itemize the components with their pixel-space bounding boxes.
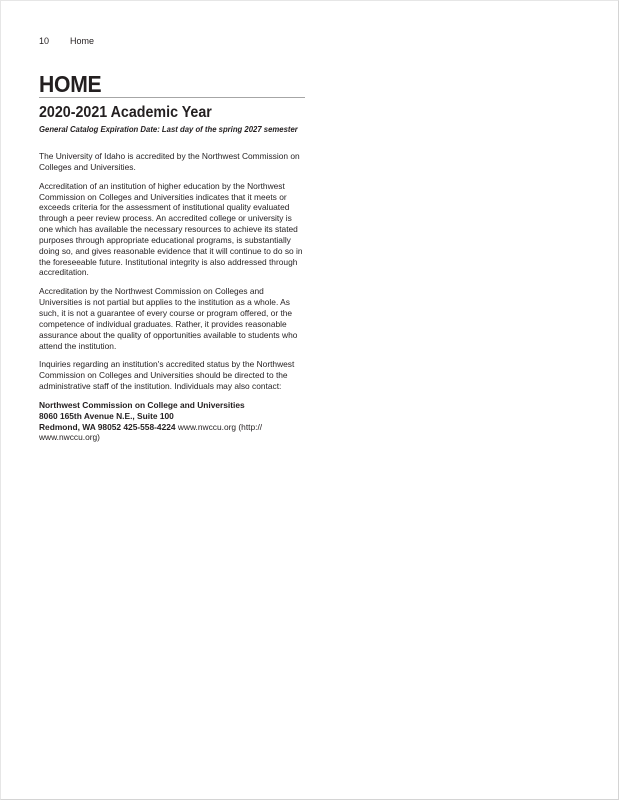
paragraph-accreditation-meaning: Accreditation of an institution of higher education by the Northwest Commission on Colleges and Universities indicates that it meets or exceeds criteria for the assessment of institutional quality evaluated through a peer review process. An accredited college or university is one which has available the necessary resources to achieve its stated purposes through appropriate educational programs, is substantially doing so, and gives reasonable evidence that it will continue to do so in the foreseeable future. Institutional integrity is also addressed through accreditation. xyxy=(39,180,303,278)
website-link[interactable]: www.nwccu.org xyxy=(177,421,237,432)
contact-city-phone: Redmond, WA 98052 425-558-4224 xyxy=(39,421,176,432)
running-head-section: Home xyxy=(70,36,95,46)
contact-address: 8060 165th Avenue N.E., Suite 100 xyxy=(39,410,174,421)
page-title: HOME xyxy=(39,71,102,97)
paragraph-accreditation-intro: The University of Idaho is accredited by the Northwest Commission on Colleges and Universities. xyxy=(39,151,300,172)
catalog-expiration-note: General Catalog Expiration Date: Last day of the spring 2027 semester xyxy=(39,124,298,134)
paragraph-inquiries: Inquiries regarding an institution's accredited status by the Northwest Commission on Colleges and Universities should be directed to the administrative staff of the institution. Individuals may also contact: xyxy=(39,359,295,392)
section-title: 2020-2021 Academic Year xyxy=(39,104,212,121)
page-content xyxy=(39,71,305,443)
page-number: 10 xyxy=(39,36,50,46)
running-head xyxy=(39,36,94,46)
website-url-text: (http:// www.nwccu.org) xyxy=(39,421,263,443)
body-text xyxy=(39,151,305,443)
contact-name: Northwest Commission on College and Universities xyxy=(39,399,245,410)
contact-block xyxy=(39,400,305,443)
title-divider xyxy=(39,97,305,98)
paragraph-accreditation-scope: Accreditation by the Northwest Commission on Colleges and Universities is not partial but applies to the institution as a whole. As such, it is not a guarantee of every course or program offered, or the competence of individual graduates. Rather, it provides reasonable assurance about the quality of opportunities available to students who attend the institution. xyxy=(39,286,298,351)
